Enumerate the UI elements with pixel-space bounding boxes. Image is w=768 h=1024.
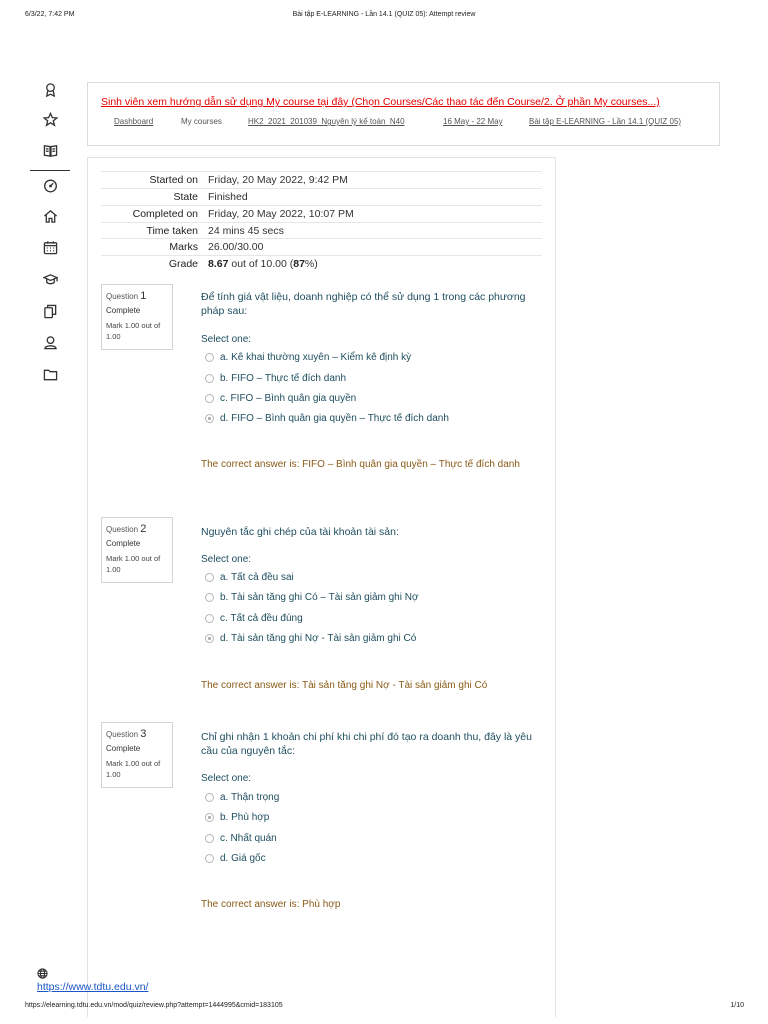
grade-label: Grade — [168, 258, 198, 270]
radio-button[interactable] — [205, 793, 214, 802]
option-label: c. Tất cả đều đúng — [220, 612, 303, 624]
correct-answer-feedback: The correct answer is: Tài sản tăng ghi Nợ - Tài sản giảm ghi Có — [201, 680, 488, 691]
answer-option[interactable] — [205, 790, 279, 804]
question-number — [106, 290, 168, 302]
summary-value: Friday, 20 May 2022, 9:42 PM — [208, 174, 348, 186]
option-label: c. Nhất quán — [220, 832, 277, 844]
summary-row — [101, 171, 542, 188]
question-info-box — [101, 722, 173, 788]
answer-option[interactable] — [205, 831, 277, 845]
summary-row — [101, 188, 542, 205]
question-num: 1 — [140, 290, 147, 302]
question-state: Complete — [106, 539, 141, 548]
notice-panel — [87, 82, 720, 146]
select-one-label: Select one: — [201, 334, 252, 345]
question-number — [106, 523, 168, 535]
select-one-label: Select one: — [201, 554, 252, 565]
answer-option[interactable] — [205, 570, 294, 584]
question-text: Nguyên tắc ghi chép của tài khoản tài sản: — [201, 526, 399, 538]
radio-button-checked[interactable] — [205, 634, 214, 643]
answer-option[interactable] — [205, 391, 356, 405]
print-date: 6/3/22, 7:42 PM — [25, 11, 75, 18]
option-label: c. FIFO – Bình quân gia quyền — [220, 392, 357, 404]
radio-button[interactable] — [205, 394, 214, 403]
question-label: Question — [106, 525, 139, 534]
radio-button[interactable] — [205, 353, 214, 362]
print-footer — [0, 1002, 768, 1014]
summary-value: 26.00/30.00 — [208, 241, 264, 253]
question-label: Question — [106, 730, 139, 739]
breadcrumb-dashboard[interactable]: Dashboard — [114, 117, 154, 126]
grade-value — [208, 258, 318, 270]
question-mark: Mark 1.00 out of 1.00 — [106, 759, 161, 779]
grade-percent: 87 — [293, 258, 305, 270]
graduation-cap-icon[interactable] — [41, 270, 59, 288]
print-page-number: 1/10 — [730, 1002, 744, 1009]
radio-button-checked[interactable] — [205, 414, 214, 423]
breadcrumb-my-courses[interactable]: My courses — [181, 117, 222, 126]
question-state: Complete — [106, 744, 141, 753]
option-label: b. FIFO – Thực tế đích danh — [220, 372, 347, 384]
question-info-box — [101, 517, 173, 583]
question-text: Để tính giá vật liệu, doanh nghiệp có thể sử dụng 1 trong các phương pháp sau: — [201, 291, 526, 317]
question-mark: Mark 1.00 out of 1.00 — [106, 554, 161, 574]
answer-option-selected[interactable] — [205, 631, 416, 645]
book-icon[interactable] — [41, 141, 59, 159]
dashboard-icon[interactable] — [41, 176, 59, 194]
breadcrumb-quiz[interactable]: Bài tập E-LEARNING - Lần 14.1 (QUIZ 05) — [529, 117, 682, 126]
grade-close: %) — [304, 258, 318, 270]
radio-button[interactable] — [205, 573, 214, 582]
radio-button[interactable] — [205, 834, 214, 843]
summary-row — [101, 205, 542, 222]
sidebar-divider — [30, 170, 70, 171]
radio-button[interactable] — [205, 593, 214, 602]
question-num: 3 — [140, 728, 147, 740]
correct-answer-feedback: The correct answer is: Phù hợp — [201, 899, 341, 910]
option-label: b. Tài sản tăng ghi Có – Tài sản giảm ghi Nợ — [220, 591, 419, 603]
print-url: https://elearning.tdtu.edu.vn/mod/quiz/review.php?attempt=1444995&cmid=183105 — [25, 1002, 283, 1009]
user-icon[interactable] — [41, 333, 59, 351]
summary-row — [101, 222, 542, 239]
grade-row — [101, 255, 542, 272]
summary-label: Marks — [169, 241, 198, 253]
option-label: d. Tài sản tăng ghi Nợ - Tài sản giảm ghi Có — [220, 632, 417, 644]
radio-button-checked[interactable] — [205, 813, 214, 822]
summary-row — [101, 238, 542, 255]
radio-button[interactable] — [205, 614, 214, 623]
answer-option[interactable] — [205, 350, 411, 364]
summary-value: Friday, 20 May 2022, 10:07 PM — [208, 208, 354, 220]
home-icon[interactable] — [41, 207, 59, 225]
summary-label: Completed on — [132, 208, 198, 220]
summary-label: State — [173, 191, 198, 203]
option-label: d. FIFO – Bình quân gia quyền – Thực tế đích danh — [220, 412, 449, 424]
option-label: a. Thận trọng — [220, 791, 280, 803]
calendar-icon[interactable] — [41, 238, 59, 256]
breadcrumb-course[interactable]: HK2_2021_201039_Nguyên lý kế toán_N40 — [248, 117, 405, 126]
radio-button[interactable] — [205, 854, 214, 863]
option-label: a. Kê khai thường xuyên – Kiểm kê định kỳ — [220, 351, 412, 363]
question-info-box — [101, 284, 173, 350]
grade-score: 8.67 — [208, 258, 229, 270]
question-mark: Mark 1.00 out of 1.00 — [106, 321, 161, 341]
tdtu-website-link[interactable]: https://www.tdtu.edu.vn/ — [37, 981, 149, 993]
summary-value: 24 mins 45 secs — [208, 225, 284, 237]
option-label: b. Phù hợp — [220, 811, 270, 823]
answer-option-selected[interactable] — [205, 810, 269, 824]
grade-out-of: out of 10.00 ( — [228, 258, 294, 270]
question-state: Complete — [106, 306, 141, 315]
option-label: a. Tất cả đều sai — [220, 571, 294, 583]
correct-answer-feedback: The correct answer is: FIFO – Bình quân gia quyền – Thực tế đích danh — [201, 459, 520, 470]
question-text: Chỉ ghi nhận 1 khoản chi phí khi chi phí đó tạo ra doanh thu, đây là yêu cầu của nguyên tắc: — [201, 731, 532, 757]
answer-option-selected[interactable] — [205, 411, 449, 425]
answer-option[interactable] — [205, 590, 419, 604]
star-icon[interactable] — [41, 110, 59, 128]
badge-icon[interactable] — [41, 80, 59, 98]
radio-button[interactable] — [205, 374, 214, 383]
breadcrumb-week[interactable]: 16 May - 22 May — [443, 117, 503, 126]
answer-option[interactable] — [205, 371, 346, 385]
question-number — [106, 728, 168, 740]
answer-option[interactable] — [205, 851, 266, 865]
files-icon[interactable] — [41, 302, 59, 320]
select-one-label: Select one: — [201, 773, 252, 784]
question-num: 2 — [140, 523, 147, 535]
answer-option[interactable] — [205, 611, 303, 625]
globe-icon — [37, 966, 48, 977]
my-course-guide-link[interactable]: Sinh viên xem hướng dẫn sử dụng My course tại đây (Chọn Courses/Các thao tác đến Course/2. Ở phần My courses...) — [101, 96, 660, 108]
question-label: Question — [106, 292, 139, 301]
print-header — [0, 11, 768, 23]
folder-icon[interactable] — [41, 365, 59, 383]
option-label: d. Giá gốc — [220, 852, 266, 864]
summary-label: Started on — [149, 174, 198, 186]
summary-value: Finished — [208, 191, 248, 203]
summary-label: Time taken — [146, 225, 198, 237]
print-title: Bài tập E-LEARNING - Lần 14.1 (QUIZ 05): Attempt review — [292, 11, 476, 18]
